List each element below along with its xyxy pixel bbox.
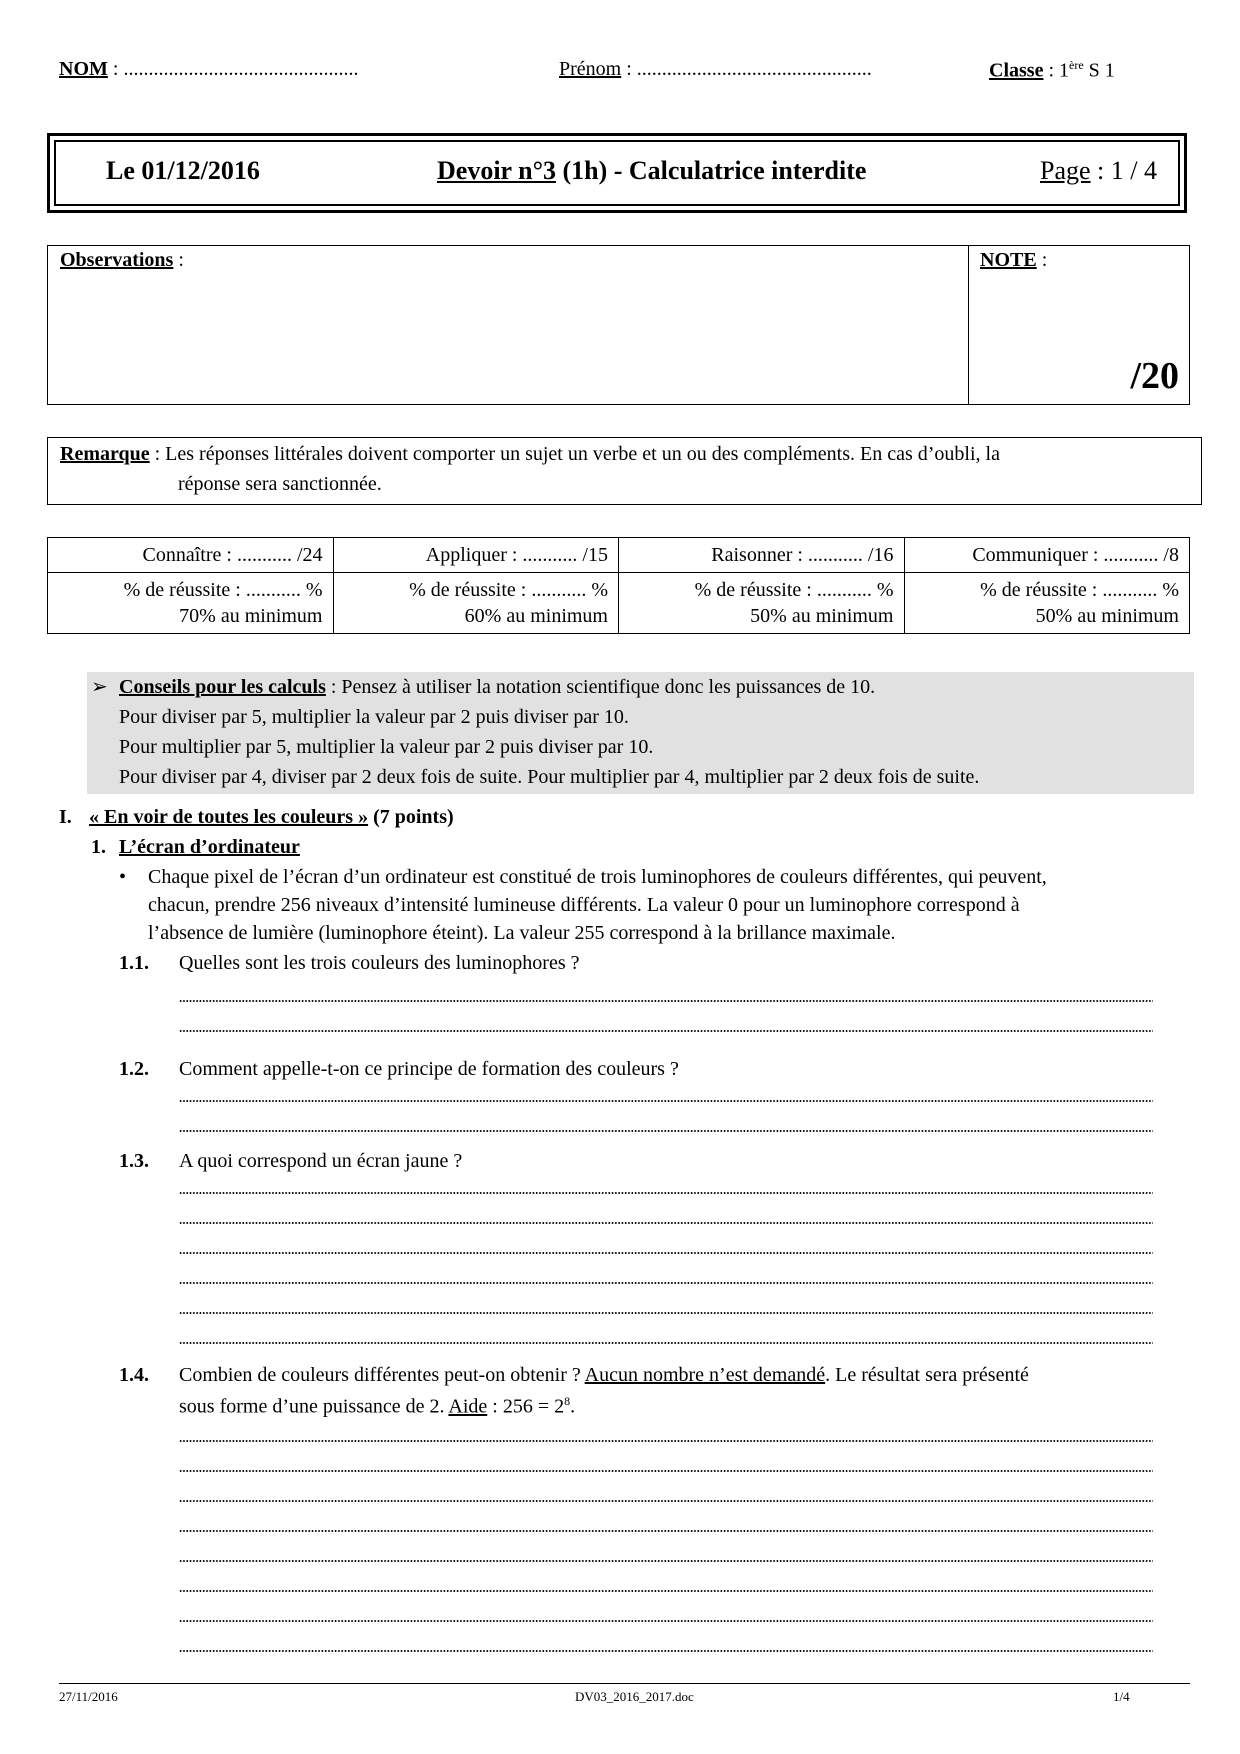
advice-line-4: Pour diviser par 4, diviser par 2 deux fois de suite. Pour multiplier par 4, multiplier par 2 deux fois de suite.: [119, 766, 980, 788]
answer-line[interactable]: [179, 1440, 1153, 1442]
answer-line[interactable]: [179, 1130, 1153, 1132]
answer-line[interactable]: [179, 1650, 1153, 1652]
question-1-1: Quelles sont les trois couleurs des luminophores ?: [179, 952, 580, 974]
answer-line[interactable]: [179, 1500, 1153, 1502]
section-number: I.: [59, 806, 72, 828]
footer-divider: [59, 1683, 1190, 1684]
answer-line[interactable]: [179, 1222, 1153, 1224]
skill-communiquer: Communiquer : ........... /8: [904, 538, 1190, 573]
footer-date: 27/11/2016: [59, 1689, 118, 1704]
skill-connaitre: Connaître : ........... /24: [48, 538, 334, 573]
answer-line[interactable]: [179, 1620, 1153, 1622]
answer-line[interactable]: [179, 1560, 1153, 1562]
question-number: 1.4.: [119, 1364, 149, 1386]
prenom-field[interactable]: Prénom : ...............................................: [559, 58, 872, 80]
remark-line-2: réponse sera sanctionnée.: [178, 473, 382, 495]
success-cell: % de réussite : ........... % 60% au minimum: [333, 573, 619, 634]
skills-table: [47, 537, 1190, 634]
answer-line[interactable]: [179, 1000, 1153, 1002]
question-number: 1.2.: [119, 1058, 149, 1080]
answer-line[interactable]: [179, 1252, 1153, 1254]
note-score: /20: [1130, 355, 1179, 397]
footer-page: 1/4: [1113, 1689, 1130, 1704]
page-indicator: Page : 1 / 4: [1040, 156, 1157, 185]
intro-line-1: Chaque pixel de l’écran d’un ordinateur est constitué de trois luminophores de couleurs différentes, qui peuvent,: [148, 866, 1047, 888]
success-cell: % de réussite : ........... % 50% au minimum: [619, 573, 905, 634]
exam-title: Devoir n°3 (1h) - Calculatrice interdite: [437, 156, 867, 185]
skills-row-success: [48, 573, 1190, 634]
skills-row-scores: [48, 538, 1190, 573]
answer-line[interactable]: [179, 1312, 1153, 1314]
advice-line-2: Pour diviser par 5, multiplier la valeur par 2 puis diviser par 10.: [119, 706, 629, 728]
question-1-4-line-1: Combien de couleurs différentes peut-on obtenir ? Aucun nombre n’est demandé. Le résultat sera présenté: [179, 1364, 1029, 1386]
question-1-3: A quoi correspond un écran jaune ?: [179, 1150, 463, 1172]
intro-line-3: l’absence de lumière (luminophore éteint). La valeur 255 correspond à la brillance maximale.: [148, 922, 896, 944]
note-label: NOTE :: [980, 249, 1048, 271]
arrow-bullet-icon: ➢: [91, 676, 108, 698]
exam-date: Le 01/12/2016: [106, 156, 260, 185]
answer-line[interactable]: [179, 1030, 1153, 1032]
answer-line[interactable]: [179, 1470, 1153, 1472]
question-number: 1.3.: [119, 1150, 149, 1172]
answer-line[interactable]: [179, 1590, 1153, 1592]
intro-line-2: chacun, prendre 256 niveaux d’intensité lumineuse différents. La valeur 0 pour un luminophore correspond à: [148, 894, 1020, 916]
bullet-icon: •: [119, 866, 127, 888]
skill-raisonner: Raisonner : ........... /16: [619, 538, 905, 573]
remark-line-1: Remarque : Les réponses littérales doivent comporter un sujet un verbe et un ou des compléments. En cas d’oubli, la: [60, 443, 1000, 465]
observations-table: [47, 245, 1190, 405]
observations-separator: [968, 246, 969, 404]
answer-line[interactable]: [179, 1100, 1153, 1102]
question-1-2: Comment appelle-t-on ce principe de formation des couleurs ?: [179, 1058, 679, 1080]
footer-filename: DV03_2016_2017.doc: [575, 1689, 694, 1704]
advice-line-1: Conseils pour les calculs : Pensez à utiliser la notation scientifique donc les puissances de 10.: [119, 676, 876, 698]
success-cell: % de réussite : ........... % 50% au minimum: [904, 573, 1190, 634]
section-title: « En voir de toutes les couleurs » (7 points): [89, 806, 454, 828]
observations-label: Observations :: [60, 249, 184, 271]
subsection-number: 1.: [91, 836, 106, 858]
student-info-line: [59, 58, 1139, 88]
answer-line[interactable]: [179, 1342, 1153, 1344]
question-number: 1.1.: [119, 952, 149, 974]
subsection-title: L’écran d’ordinateur: [119, 836, 300, 858]
answer-line[interactable]: [179, 1192, 1153, 1194]
classe-field: Classe : 1ère S 1: [989, 58, 1115, 82]
answer-line[interactable]: [179, 1282, 1153, 1284]
remark-box: [47, 437, 1202, 505]
question-1-4-line-2: sous forme d’une puissance de 2. Aide : $256 = 2^8$.: [179, 1394, 576, 1418]
answer-line[interactable]: [179, 1530, 1153, 1532]
skill-appliquer: Appliquer : ........... /15: [333, 538, 619, 573]
header-box: [47, 133, 1187, 213]
nom-field[interactable]: NOM : ...............................................: [59, 58, 359, 80]
advice-block: [87, 672, 1194, 794]
advice-line-3: Pour multiplier par 5, multiplier la valeur par 2 puis diviser par 10.: [119, 736, 654, 758]
success-cell: % de réussite : ........... % 70% au minimum: [48, 573, 334, 634]
